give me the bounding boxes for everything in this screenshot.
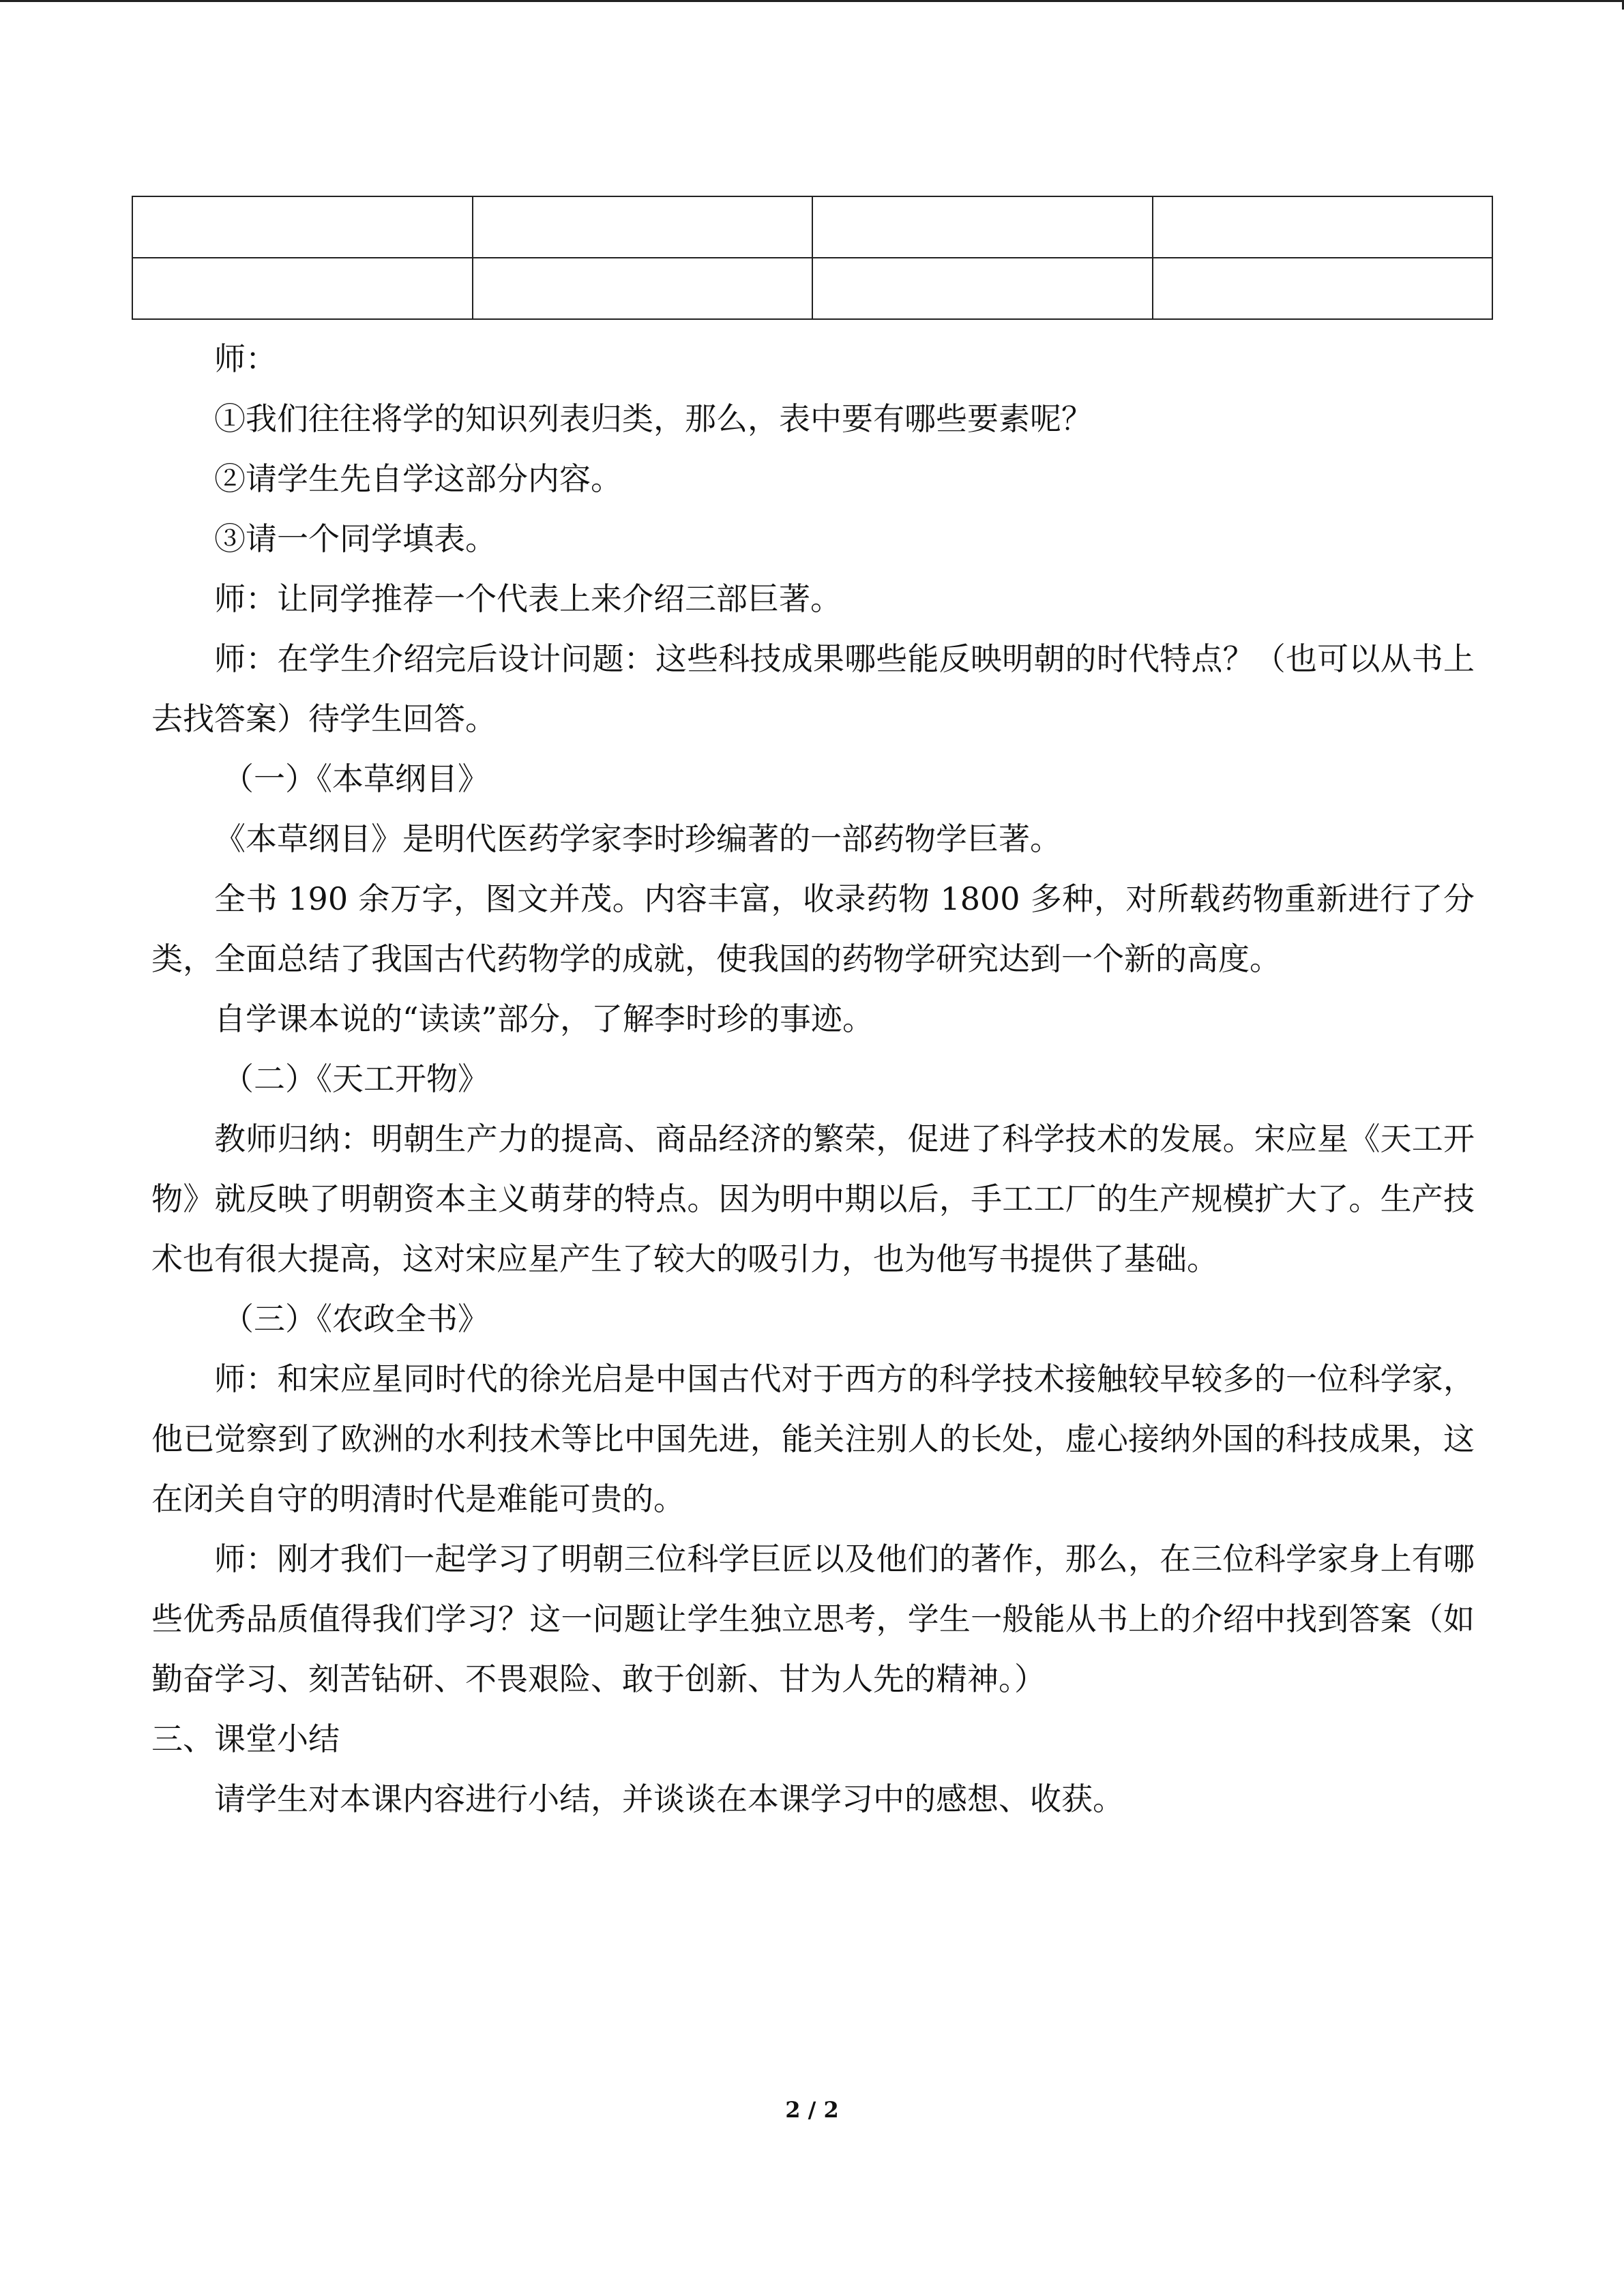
table-cell xyxy=(473,258,813,319)
section-heading-nongzheng: （三）《农政全书》 xyxy=(222,1300,489,1337)
section-heading-bencao: （一）《本草纲目》 xyxy=(222,760,489,797)
paragraph-step-3: ③请一个同学填表。 xyxy=(214,520,497,557)
document-body xyxy=(151,329,1475,1829)
table-row xyxy=(132,258,1492,319)
paragraph-teacher-label: 师： xyxy=(214,340,277,377)
blank-fill-table xyxy=(132,196,1493,320)
table-row xyxy=(132,196,1492,258)
paragraph-bencao-reading: 自学课本说的“读读”部分，了解李时珍的事迹。 xyxy=(214,1000,874,1037)
table-cell xyxy=(473,196,813,258)
paragraph-summary: 请学生对本课内容进行小结，并谈谈在本课学习中的感想、收获。 xyxy=(214,1780,1124,1817)
paragraph-tiangong-summary: 教师归纳：明朝生产力的提高、商品经济的繁荣，促进了科学技术的发展。宋应星《天工开物》就反映了明朝资本主义萌芽的特点。因为明中期以后，手工工厂的生产规模扩大了。生产技术也有很大提高，这对宋应星产生了较大的吸引力，也为他写书提供了基础。 xyxy=(151,1120,1475,1277)
paragraph-step-2: ②请学生先自学这部分内容。 xyxy=(214,460,622,497)
page-number: 2 / 2 xyxy=(785,2097,839,2123)
paragraph-bencao-intro: 《本草纲目》是明代医药学家李时珍编著的一部药物学巨著。 xyxy=(214,820,1061,857)
paragraph-step-1: ①我们往往将学的知识列表归类，那么，表中要有哪些要素呢？ xyxy=(214,400,1093,437)
table-cell xyxy=(1153,196,1493,258)
paragraph-question: 师：在学生介绍完后设计问题：这些科技成果哪些能反映明朝的时代特点？（也可以从书上去找答案）待学生回答。 xyxy=(151,640,1475,737)
table-cell xyxy=(132,196,473,258)
paragraph-qualities: 师：刚才我们一起学习了明朝三位科学巨匠以及他们的著作，那么，在三位科学家身上有哪些优秀品质值得我们学习？这一问题让学生独立思考，学生一般能从书上的介绍中找到答案（如勤奋学习、刻苦钻研、不畏艰险、敢于创新、甘为人先的精神。） xyxy=(151,1540,1475,1697)
paragraph-bencao-content: 全书 190 余万字，图文并茂。内容丰富，收录药物 1800 多种，对所载药物重新进行了分类，全面总结了我国古代药物学的成就，使我国的药物学研究达到一个新的高度。 xyxy=(151,880,1475,977)
table-cell xyxy=(1153,258,1493,319)
table-cell xyxy=(812,196,1153,258)
top-border-line xyxy=(0,0,1624,2)
table-cell xyxy=(812,258,1153,319)
paragraph-recommend: 师：让同学推荐一个代表上来介绍三部巨著。 xyxy=(214,580,842,617)
paragraph-nongzheng: 师：和宋应星同时代的徐光启是中国古代对于西方的科学技术接触较早较多的一位科学家，他已觉察到了欧洲的水利技术等比中国先进，能关注别人的长处，虚心接纳外国的科技成果，这在闭关自守的明清时代是难能可贵的。 xyxy=(151,1360,1475,1517)
section-heading-summary: 三、课堂小结 xyxy=(151,1720,340,1757)
section-heading-tiangong: （二）《天工开物》 xyxy=(222,1060,489,1097)
table-cell xyxy=(132,258,473,319)
